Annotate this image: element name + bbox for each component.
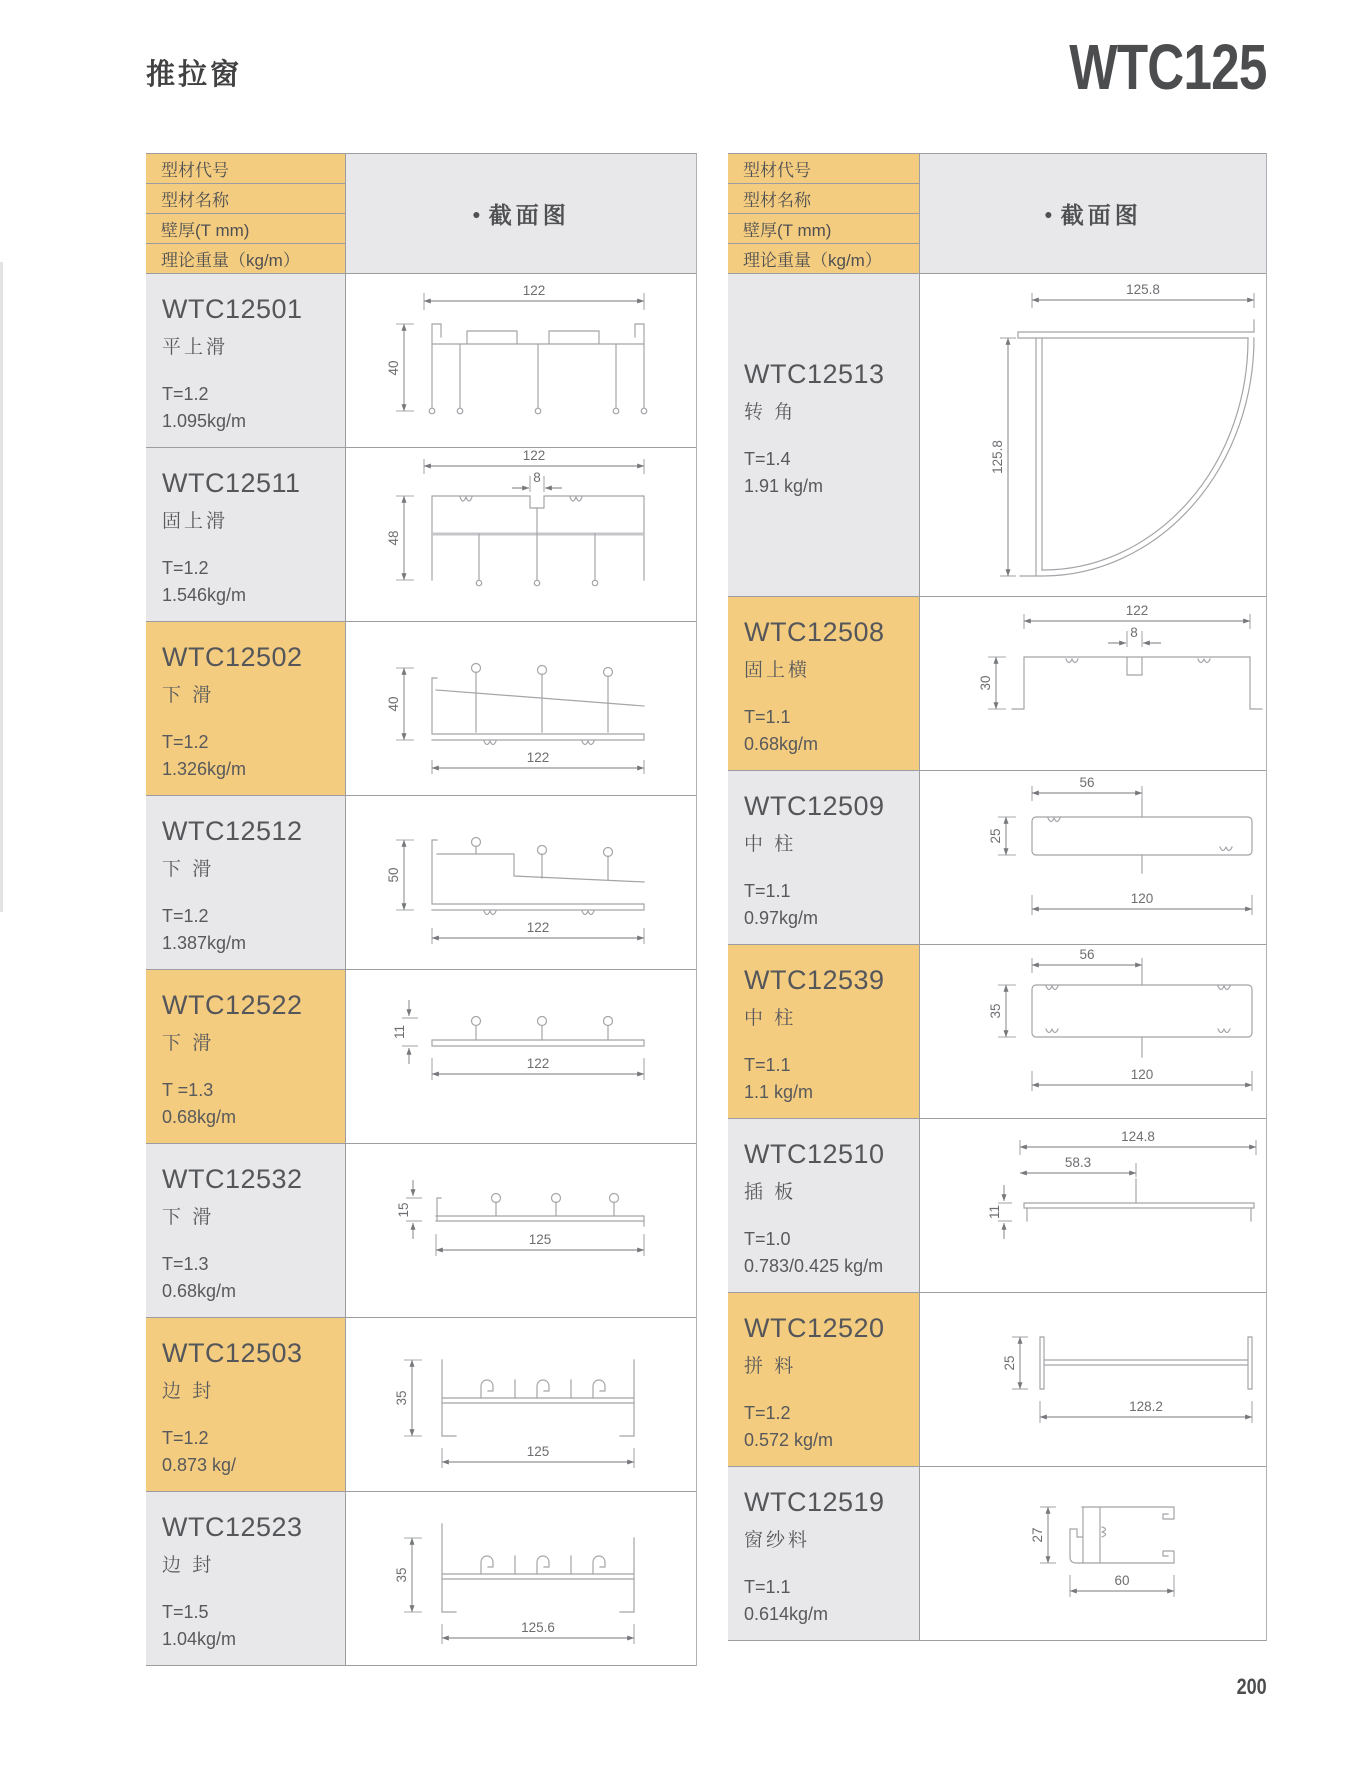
- table-row: [728, 274, 1266, 597]
- profile-name: 固上横: [744, 660, 811, 681]
- table-header: [728, 154, 1266, 274]
- cross-section-cell: [919, 771, 1266, 945]
- weight-value: 0.614kg/m: [744, 1604, 829, 1624]
- profile-code: WTC12519: [744, 1487, 885, 1517]
- svg-text:128.2: 128.2: [1129, 1399, 1163, 1414]
- thickness-value: T=1.2: [744, 1403, 791, 1423]
- cross-section-wtc12539: [920, 945, 1266, 1105]
- profile-info-cell: [728, 1119, 919, 1293]
- header-label-column: [728, 154, 919, 274]
- table-row: [146, 274, 696, 448]
- profile-info-cell: [728, 771, 919, 945]
- profile-table-left: [146, 153, 697, 1666]
- header-profile-name: 型材名称: [728, 184, 919, 214]
- table-row: [728, 945, 1266, 1119]
- header-profile-code: 型材代号: [146, 154, 345, 184]
- page-title: 推拉窗: [146, 59, 243, 91]
- thickness-value: T=1.4: [744, 448, 791, 469]
- thickness-value: T=1.3: [162, 1254, 209, 1274]
- profile-name: 拼 料: [744, 1356, 797, 1377]
- header-section-diagram: [919, 154, 1266, 274]
- table-row: [146, 622, 696, 796]
- cross-section-wtc12511: [346, 448, 696, 608]
- thickness-value: T=1.1: [744, 1055, 791, 1075]
- cross-section-cell: [919, 1467, 1266, 1641]
- profile-code: WTC12511: [162, 468, 301, 498]
- svg-text:35: 35: [394, 1390, 409, 1406]
- svg-text:124.8: 124.8: [1121, 1129, 1155, 1144]
- svg-text:56: 56: [1079, 775, 1095, 790]
- profile-name: 插 板: [744, 1182, 797, 1203]
- profile-name: 边 封: [162, 1555, 215, 1576]
- cross-section-cell: [345, 796, 696, 970]
- svg-text:58.3: 58.3: [1064, 1155, 1092, 1170]
- table-header: [146, 154, 696, 274]
- thickness-value: T=1.1: [744, 707, 791, 727]
- profile-name: 窗纱料: [744, 1530, 811, 1551]
- cross-section-cell: [919, 597, 1266, 771]
- thickness-value: T=1.2: [162, 558, 209, 578]
- svg-text:125.6: 125.6: [521, 1620, 555, 1635]
- cross-section-cell: [345, 970, 696, 1144]
- svg-text:125: 125: [528, 1232, 552, 1247]
- header-theoretical-weight: 理论重量（kg/m）: [146, 244, 345, 274]
- table-row: [728, 771, 1266, 945]
- cross-section-wtc12523: [346, 1492, 696, 1652]
- profile-name: 固上滑: [162, 511, 229, 532]
- profile-code: WTC12513: [744, 358, 885, 389]
- thickness-value: T=1.2: [162, 732, 209, 752]
- header-profile-name: 型材名称: [146, 184, 345, 214]
- weight-value: 1.326kg/m: [162, 759, 247, 779]
- bullet-icon: ●: [472, 205, 481, 222]
- svg-text:122: 122: [1125, 603, 1149, 618]
- section-diagram-label: 截面图: [488, 202, 570, 228]
- profile-info-cell: [146, 1318, 345, 1492]
- table-row: [146, 796, 696, 970]
- profile-info-cell: [728, 1293, 919, 1467]
- weight-value: 1.387kg/m: [162, 933, 247, 953]
- svg-text:27: 27: [1030, 1527, 1045, 1543]
- profile-code: WTC12503: [162, 1338, 303, 1368]
- page-number: 200: [1236, 1674, 1267, 1699]
- weight-value: 0.572 kg/m: [744, 1430, 834, 1450]
- cross-section-wtc12503: [346, 1318, 696, 1478]
- profile-info-cell: [728, 945, 919, 1119]
- page-edge-sliver: [0, 262, 3, 912]
- profile-info-cell: [146, 274, 345, 448]
- svg-text:122: 122: [526, 750, 550, 765]
- header-profile-code: 型材代号: [728, 154, 919, 184]
- profile-code: WTC12501: [162, 294, 303, 324]
- table-row: [146, 448, 696, 622]
- thickness-value: T=1.2: [162, 1428, 209, 1448]
- table-row: [728, 1119, 1266, 1293]
- profile-info-cell: [146, 1492, 345, 1666]
- profile-code: WTC12508: [744, 617, 885, 647]
- svg-text:125.8: 125.8: [990, 440, 1005, 474]
- thickness-value: T=1.5: [162, 1602, 209, 1622]
- profile-name: 下 滑: [162, 685, 215, 706]
- cross-section-cell: [919, 1293, 1266, 1467]
- table-row: [146, 1492, 696, 1666]
- table-row: [728, 1293, 1266, 1467]
- cross-section-cell: [345, 622, 696, 796]
- cross-section-wtc12513: [920, 274, 1266, 596]
- thickness-value: T=1.2: [162, 906, 209, 926]
- table-row: [146, 1318, 696, 1492]
- profile-code: WTC12522: [162, 990, 303, 1020]
- profile-code: WTC12520: [744, 1313, 885, 1343]
- profile-name: 中 柱: [744, 1008, 797, 1029]
- profile-name: 转 角: [744, 401, 797, 423]
- profile-info-cell: [146, 796, 345, 970]
- weight-value: 0.68kg/m: [744, 734, 819, 754]
- bullet-icon: ●: [1044, 205, 1053, 222]
- weight-value: 0.783/0.425 kg/m: [744, 1256, 884, 1276]
- svg-text:15: 15: [396, 1202, 411, 1218]
- profile-info-cell: [146, 970, 345, 1144]
- profile-info-cell: [146, 448, 345, 622]
- profile-info-cell: [728, 274, 919, 597]
- thickness-value: T =1.3: [162, 1080, 214, 1100]
- svg-text:8: 8: [533, 470, 541, 485]
- cross-section-cell: [919, 945, 1266, 1119]
- section-diagram-label: 截面图: [1060, 202, 1142, 228]
- profile-name: 下 滑: [162, 1207, 215, 1228]
- svg-text:25: 25: [1002, 1355, 1017, 1371]
- cross-section-wtc12532: [346, 1144, 696, 1304]
- thickness-value: T=1.1: [744, 1577, 791, 1597]
- weight-value: 0.68kg/m: [162, 1107, 237, 1127]
- weight-value: 0.97kg/m: [744, 908, 819, 928]
- weight-value: 1.04kg/m: [162, 1629, 237, 1649]
- profile-info-cell: [146, 622, 345, 796]
- svg-text:122: 122: [526, 1056, 550, 1071]
- svg-text:35: 35: [394, 1567, 409, 1583]
- table-row: [146, 1144, 696, 1318]
- svg-text:35: 35: [988, 1003, 1003, 1019]
- cross-section-wtc12501: [346, 274, 696, 434]
- profile-info-cell: [728, 1467, 919, 1641]
- weight-value: 1.546kg/m: [162, 585, 247, 605]
- profile-code: WTC12502: [162, 642, 303, 672]
- table-row: [728, 1467, 1266, 1641]
- cross-section-wtc12512: [346, 796, 696, 956]
- weight-value: 1.1 kg/m: [744, 1082, 814, 1102]
- header-label-column: [146, 154, 345, 274]
- cross-section-cell: [345, 1144, 696, 1318]
- svg-text:48: 48: [386, 530, 401, 546]
- svg-text:8: 8: [1130, 625, 1138, 640]
- header-wall-thickness: 壁厚(T mm): [146, 214, 345, 244]
- cross-section-cell: [345, 448, 696, 622]
- profile-name: 边 封: [162, 1381, 215, 1402]
- svg-text:122: 122: [526, 920, 550, 935]
- cross-section-wtc12508: [920, 597, 1266, 757]
- profile-code: WTC12532: [162, 1164, 303, 1194]
- profile-name: 下 滑: [162, 859, 215, 880]
- thickness-value: T=1.0: [744, 1229, 791, 1249]
- svg-text:120: 120: [1130, 1067, 1154, 1082]
- svg-text:122: 122: [522, 283, 546, 298]
- profile-name: 平上滑: [162, 337, 229, 358]
- cross-section-cell: [345, 274, 696, 448]
- cross-section-cell: [345, 1492, 696, 1666]
- profile-code: WTC12539: [744, 965, 885, 995]
- svg-text:30: 30: [978, 675, 993, 691]
- profile-code: WTC12510: [744, 1139, 885, 1169]
- weight-value: 1.91 kg/m: [744, 475, 824, 496]
- profile-code: WTC12523: [162, 1512, 303, 1542]
- table-row: [146, 970, 696, 1144]
- profile-code: WTC12512: [162, 816, 303, 846]
- series-title: WTC125: [1068, 31, 1266, 103]
- header-section-diagram: [345, 154, 696, 274]
- svg-text:60: 60: [1114, 1573, 1130, 1588]
- svg-text:120: 120: [1130, 891, 1154, 906]
- svg-text:122: 122: [522, 448, 546, 463]
- svg-text:56: 56: [1079, 947, 1095, 962]
- header-theoretical-weight: 理论重量（kg/m）: [728, 244, 919, 274]
- header-wall-thickness: 壁厚(T mm): [728, 214, 919, 244]
- cross-section-wtc12502: [346, 622, 696, 782]
- weight-value: 0.68kg/m: [162, 1281, 237, 1301]
- svg-text:11: 11: [987, 1204, 1002, 1220]
- svg-text:40: 40: [386, 360, 401, 376]
- svg-text:11: 11: [392, 1024, 407, 1040]
- weight-value: 0.873 kg/: [162, 1455, 237, 1475]
- cross-section-wtc12520: [920, 1293, 1266, 1453]
- svg-text:40: 40: [386, 696, 401, 712]
- profile-info-cell: [728, 597, 919, 771]
- svg-text:50: 50: [386, 867, 401, 883]
- svg-text:25: 25: [988, 828, 1003, 844]
- svg-text:125: 125: [526, 1444, 550, 1459]
- profile-name: 中 柱: [744, 834, 797, 855]
- thickness-value: T=1.1: [744, 881, 791, 901]
- cross-section-wtc12509: [920, 771, 1266, 931]
- cross-section-cell: [345, 1318, 696, 1492]
- cross-section-wtc12522: [346, 970, 696, 1130]
- profile-info-cell: [146, 1144, 345, 1318]
- table-row: [728, 597, 1266, 771]
- thickness-value: T=1.2: [162, 384, 209, 404]
- cross-section-wtc12519: [920, 1467, 1266, 1627]
- cross-section-cell: [919, 274, 1266, 597]
- cross-section-wtc12510: [920, 1119, 1266, 1279]
- profile-table-right: [728, 153, 1267, 1641]
- svg-text:125.8: 125.8: [1126, 282, 1160, 297]
- weight-value: 1.095kg/m: [162, 411, 247, 431]
- profile-code: WTC12509: [744, 791, 885, 821]
- profile-name: 下 滑: [162, 1033, 215, 1054]
- cross-section-cell: [919, 1119, 1266, 1293]
